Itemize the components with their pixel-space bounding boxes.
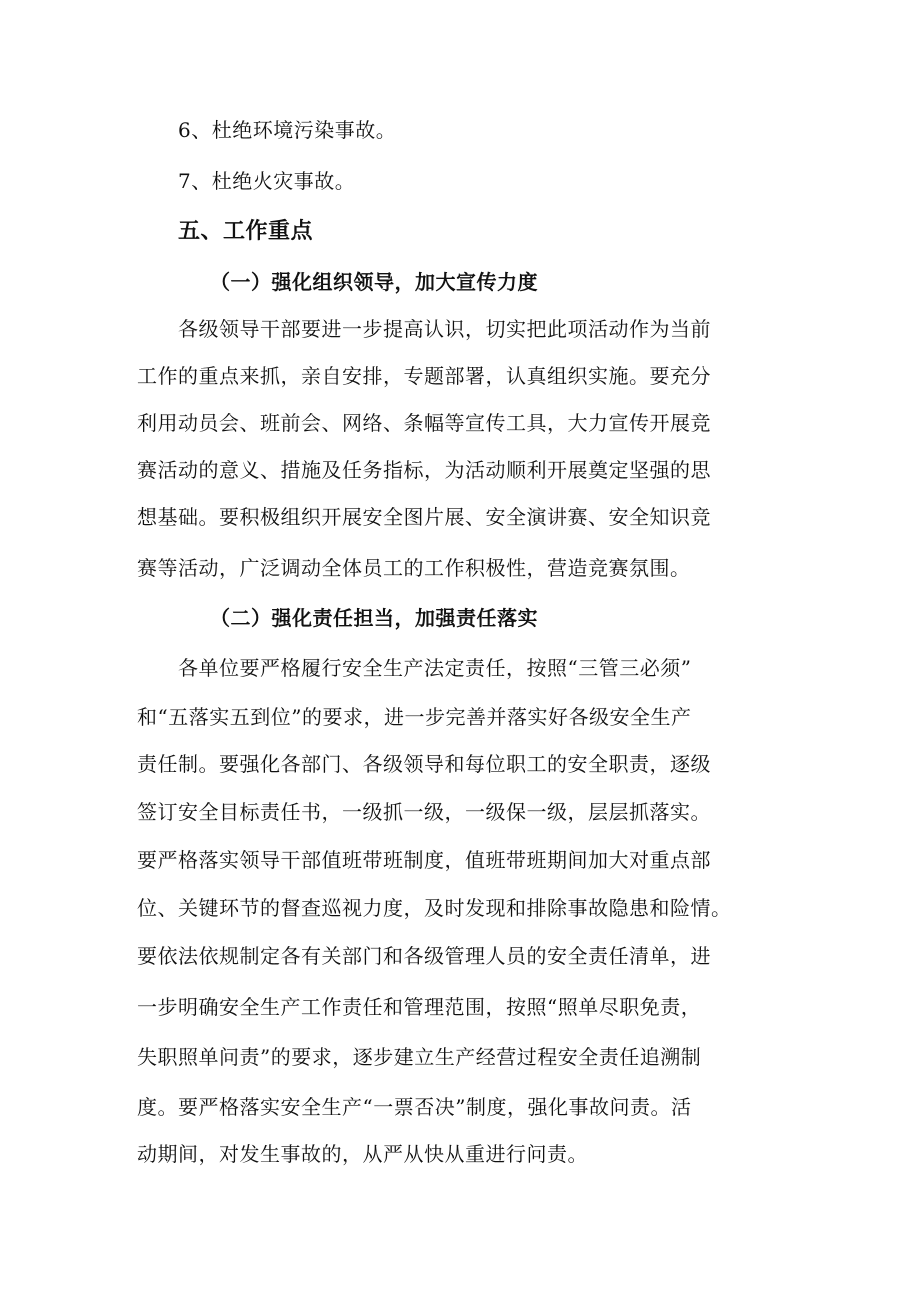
- paragraph-1-line: 赛活动的意义、措施及任务指标，为活动顺利开展奠定坚强的思: [137, 458, 711, 482]
- paragraph-1-line: 利用动员会、班前会、网络、条幅等宣传工具，大力宣传开展竞: [137, 411, 711, 435]
- paragraph-2-line: 签订安全目标责任书，一级抓一级，一级保一级，层层抓落实。: [137, 800, 711, 824]
- paragraph-2-line: 责任制。要强化各部门、各级领导和每位职工的安全职责，逐级: [137, 752, 711, 776]
- list-item-7: 7、杜绝火灾事故。: [178, 169, 356, 193]
- paragraph-1-line: 想基础。要积极组织开展安全图片展、安全演讲赛、安全知识竞: [137, 505, 711, 529]
- list-item-6: 6、杜绝环境污染事故。: [178, 118, 397, 142]
- paragraph-2-line: 位、关键环节的督查巡视力度，及时发现和排除事故隐患和险情。: [137, 896, 732, 920]
- paragraph-1-line: 工作的重点来抓，亲自安排，专题部署，认真组织实施。要充分: [137, 364, 711, 388]
- paragraph-2-line: 各单位要严格履行安全生产法定责任，按照“三管三必须”: [178, 656, 692, 680]
- paragraph-1-line: 赛等活动，广泛调动全体员工的工作积极性，营造竞赛氛围。: [137, 556, 691, 580]
- paragraph-2-line: 一步明确安全生产工作责任和管理范围，按照“照单尽职免责，: [137, 995, 702, 1019]
- paragraph-2-line: 动期间，对发生事故的，从严从快从重进行问责。: [137, 1142, 588, 1166]
- paragraph-2-line: 和“五落实五到位”的要求，进一步完善并落实好各级安全生产: [137, 705, 692, 729]
- section-title: 五、工作重点: [178, 219, 314, 244]
- subsection-1-title: （一）强化组织领导，加大宣传力度: [210, 270, 538, 294]
- paragraph-2-line: 失职照单问责”的要求，逐步建立生产经营过程安全责任追溯制: [137, 1045, 702, 1069]
- paragraph-2-line: 度。要严格落实安全生产“一票否决”制度，强化事故问责。活: [137, 1095, 692, 1119]
- subsection-2-title: （二）强化责任担当，加强责任落实: [210, 606, 538, 630]
- paragraph-2-line: 要依法依规制定各有关部门和各级管理人员的安全责任清单，进: [137, 944, 711, 968]
- paragraph-1-line: 各级领导干部要进一步提高认识，切实把此项活动作为当前: [178, 317, 711, 341]
- paragraph-2-line: 要严格落实领导干部值班带班制度，值班带班期间加大对重点部: [137, 848, 711, 872]
